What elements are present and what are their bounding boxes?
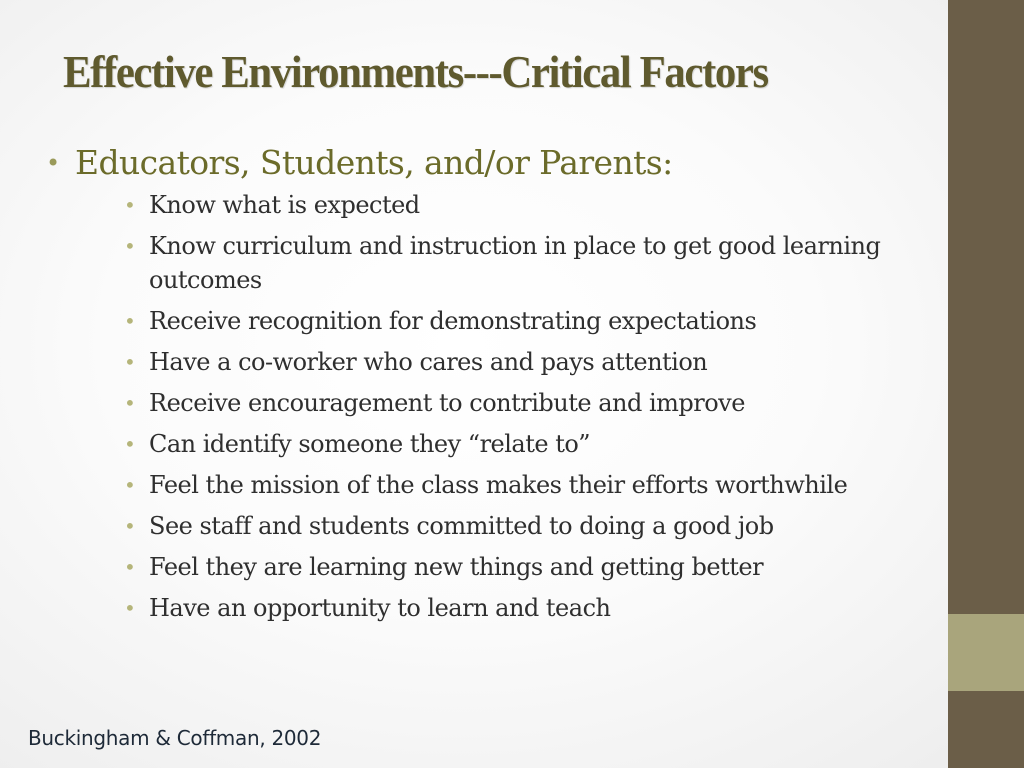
- bullet-icon: •: [124, 309, 136, 333]
- sidebar-accent-block: [948, 614, 1024, 691]
- bullet-icon: •: [124, 596, 136, 620]
- bullet-icon: •: [124, 234, 136, 258]
- main-bullet-text: Educators, Students, and/or Parents:: [75, 143, 673, 182]
- bullet-icon: •: [124, 555, 136, 579]
- list-item-text: Receive encouragement to contribute and improve: [149, 389, 745, 417]
- slide-title: Effective Environments---Critical Factors: [63, 46, 768, 97]
- bullet-icon: •: [124, 432, 136, 456]
- list-item-text: Feel they are learning new things and getting better: [149, 553, 764, 581]
- list-item-text: See staff and students committed to doing a good job: [149, 512, 774, 540]
- list-item-text: Have an opportunity to learn and teach: [149, 594, 611, 622]
- list-item: [124, 229, 884, 297]
- list-item-text: Feel the mission of the class makes their efforts worthwhile: [149, 471, 848, 499]
- bullet-icon: •: [46, 149, 60, 177]
- bullet-icon: •: [124, 514, 136, 538]
- sidebar-dark-top: [948, 0, 1024, 614]
- list-item-text: Have a co-worker who cares and pays attention: [149, 348, 708, 376]
- list-item-text: Receive recognition for demonstrating expectations: [149, 307, 757, 335]
- list-item: [124, 345, 884, 379]
- main-bullet: [46, 138, 926, 188]
- list-item: [124, 468, 884, 502]
- bullet-icon: •: [124, 473, 136, 497]
- slide-content: [46, 138, 926, 632]
- list-item: [124, 550, 884, 584]
- list-item: [124, 427, 884, 461]
- list-item-text: Know what is expected: [149, 191, 420, 219]
- bullet-icon: •: [124, 350, 136, 374]
- list-item: [124, 509, 884, 543]
- list-item: [124, 304, 884, 338]
- bullet-icon: •: [124, 193, 136, 217]
- list-item-text: Know curriculum and instruction in place to get good learning outcomes: [149, 232, 881, 294]
- list-item: [124, 188, 884, 222]
- bullet-icon: •: [124, 391, 136, 415]
- sidebar-dark-bottom: [948, 691, 1024, 768]
- list-item: [124, 591, 884, 625]
- list-item-text: Can identify someone they “relate to”: [149, 430, 591, 458]
- citation: Buckingham & Coffman, 2002: [28, 726, 322, 750]
- sub-bullet-list: [124, 188, 884, 625]
- list-item: [124, 386, 884, 420]
